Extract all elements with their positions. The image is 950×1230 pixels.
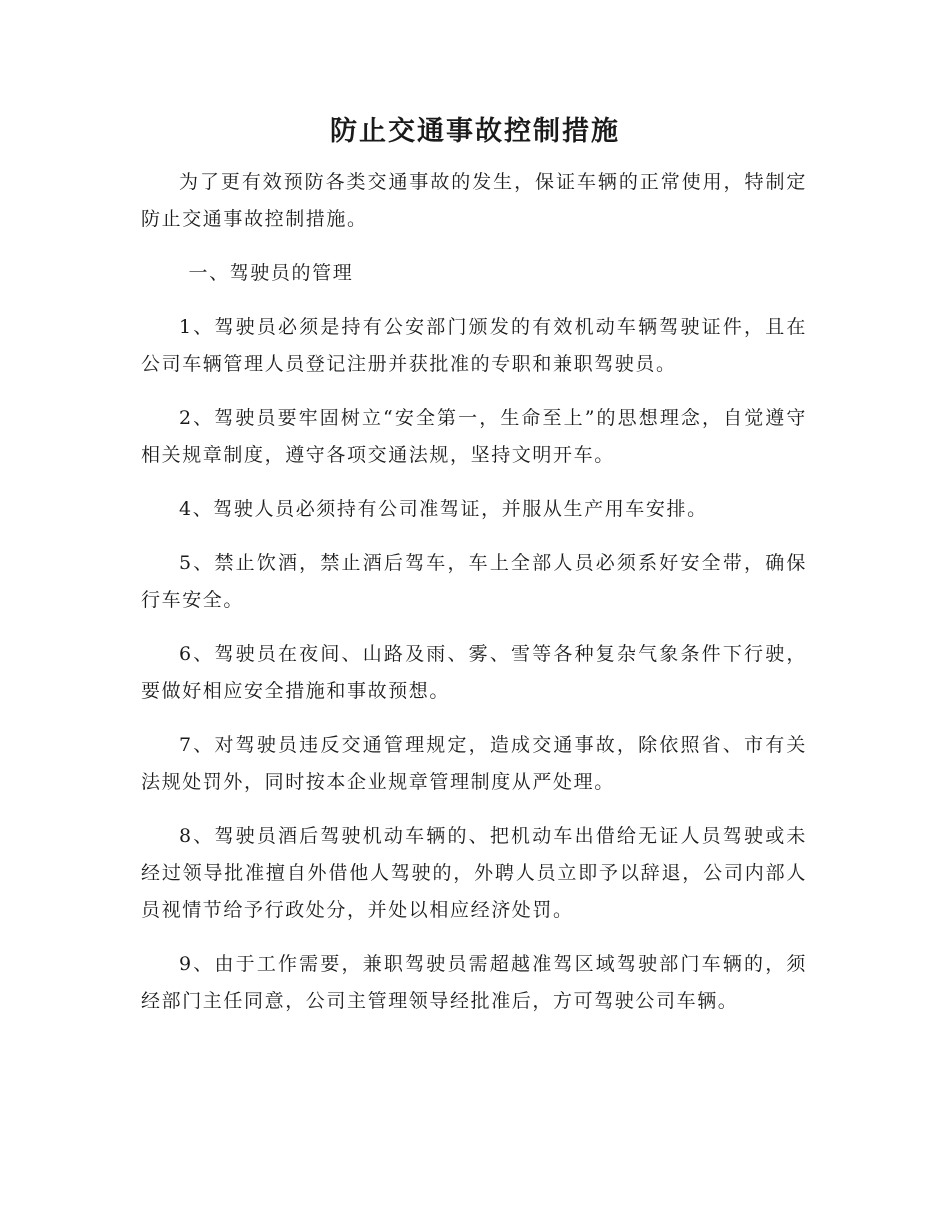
list-item: 6、驾驶员在夜间、山路及雨、雾、雪等各种复杂气象条件下行驶，要做好相应安全措施和事故预想。	[141, 643, 807, 702]
intro-paragraph: 为了更有效预防各类交通事故的发生，保证车辆的正常使用，特制定防止交通事故控制措施。	[141, 171, 807, 230]
list-item: 5、禁止饮酒，禁止酒后驾车，车上全部人员必须系好安全带，确保行车安全。	[141, 552, 807, 611]
list-item: 8、驾驶员酒后驾驶机动车辆的、把机动车出借给无证人员驾驶或未经过领导批准擅自外借他人驾驶的，外聘人员立即予以辞退，公司内部人员视情节给予行政处分，并处以相应经济处罚。	[141, 825, 807, 921]
section-heading: 一、驾驶员的管理	[188, 262, 354, 284]
list-item: 7、对驾驶员违反交通管理规定，造成交通事故，除依照省、市有关法规处罚外，同时按本企业规章管理制度从严处理。	[141, 734, 807, 793]
document-title: 防止交通事故控制措施	[330, 116, 620, 147]
list-item: 1、驾驶员必须是持有公安部门颁发的有效机动车辆驾驶证件，且在公司车辆管理人员登记注册并获批准的专职和兼职驾驶员。	[141, 316, 807, 375]
list-item: 4、驾驶人员必须持有公司准驾证，并服从生产用车安排。	[179, 498, 708, 520]
list-item: 2、驾驶员要牢固树立“安全第一，生命至上”的思想理念，自觉遵守相关规章制度，遵守各项交通法规，坚持文明开车。	[141, 407, 807, 466]
document-body	[141, 164, 807, 1037]
list-item: 9、由于工作需要，兼职驾驶员需超越准驾区域驾驶部门车辆的，须经部门主任同意，公司主管理领导经批准后，方可驾驶公司车辆。	[141, 953, 807, 1012]
